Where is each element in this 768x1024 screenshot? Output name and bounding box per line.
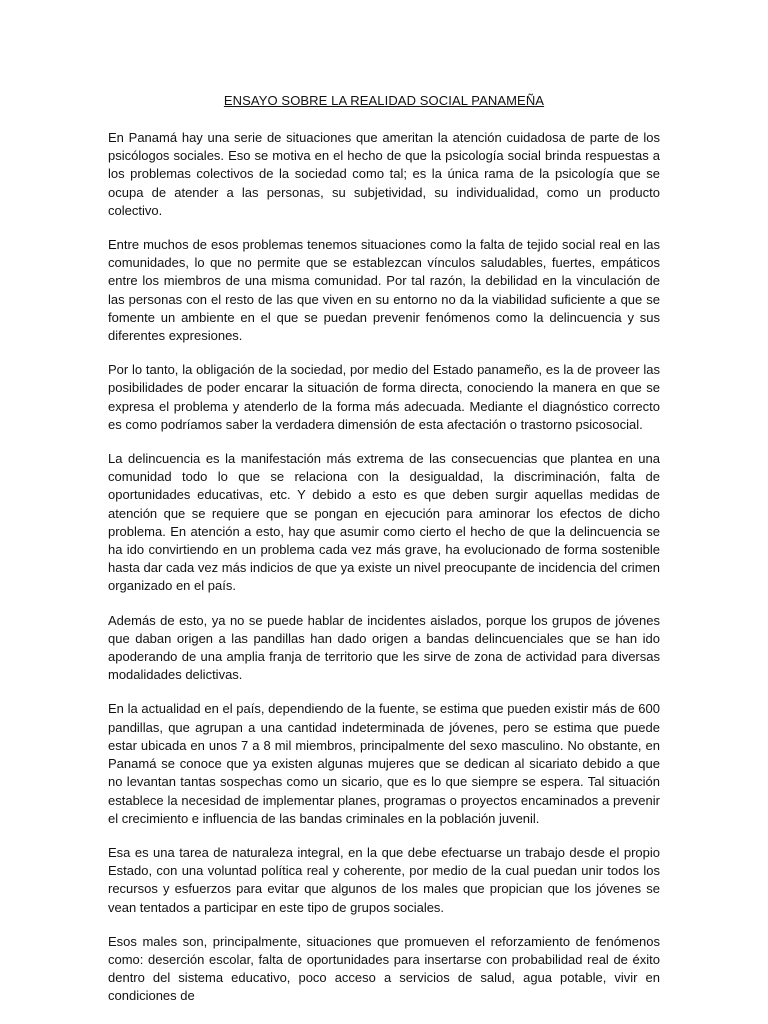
paragraph-1: En Panamá hay una serie de situaciones que ameritan la atención cuidadosa de parte de los psicólogos sociales. Eso se motiva en el hecho de que la psicología social brinda respuestas a los problemas colectivos de la sociedad como tal; es la única rama de la psicología que se ocupa de atender a las personas, su subjetividad, su individualidad, como un producto colectivo.	[108, 130, 660, 218]
paragraph-8: Esos males son, principalmente, situaciones que promueven el reforzamiento de fenómenos como: deserción escolar, falta de oportunidades para insertarse con probabilidad real de éxito dentro del sistema educativo, poco acceso a servicios de salud, agua potable, vivir en condiciones de	[108, 933, 660, 1004]
paragraph-6: En la actualidad en el país, dependiendo de la fuente, se estima que pueden existir más de 600 pandillas, que agrupan a una cantidad indeterminada de jóvenes, pero se estima que puede estar ubicada en unos 7 a 8 mil miembros, principalmente del sexo masculino. No obstante, en Panamá se conoce que ya existen algunas mujeres que se dedican al sicariato debido a que no levantan tantas sospechas como un sicario, que es lo que siempre se espera. Tal situación establece la necesidad de implementar planes, programas o proyectos encaminados a prevenir el crecimiento e influencia de las bandas criminales en la población juvenil.	[108, 701, 660, 826]
paragraph-5: Además de esto, ya no se puede hablar de incidentes aislados, porque los grupos de jóvenes que daban origen a las pandillas han dado origen a bandas delincuenciales que se han ido apoderando de una amplia franja de territorio que les sirve de zona de actividad para diversas modalidades delictivas.	[108, 612, 660, 683]
paragraph-2: Entre muchos de esos problemas tenemos situaciones como la falta de tejido social real en las comunidades, lo que no permite que se establezcan vínculos saludables, fuertes, empáticos entre los miembros de una misma comunidad. Por tal razón, la debilidad en la vinculación de las personas con el resto de las que viven en su entorno no da la viabilidad suficiente a que se fomente un ambiente en el que se puedan prevenir fenómenos como la delincuencia y sus diferentes expresiones.	[108, 237, 660, 344]
paragraph-4: La delincuencia es la manifestación más extrema de las consecuencias que plantea en una comunidad todo lo que se relaciona con la desigualdad, la discriminación, falta de oportunidades educativas, etc. Y debido a esto es que deben surgir aquellas medidas de atención que se requiere que se pongan en ejecución para aminorar los efectos de dicho problema. En atención a esto, hay que asumir como cierto el hecho de que la delincuencia se ha ido convirtiendo en un problema cada vez más grave, ha evolucionado de forma sostenible hasta dar cada vez más indicios de que ya existe un nivel preocupante de incidencia del crimen organizado en el país.	[108, 451, 660, 594]
paragraph-3: Por lo tanto, la obligación de la sociedad, por medio del Estado panameño, es la de proveer las posibilidades de poder encarar la situación de forma directa, conociendo la manera en que se expresa el problema y atenderlo de la forma más adecuada. Mediante el diagnóstico correcto es como podríamos saber la verdadera dimensión de esta afectación o trastorno psicosocial.	[108, 362, 660, 432]
paragraph-7: Esa es una tarea de naturaleza integral, en la que debe efectuarse un trabajo desde el propio Estado, con una voluntad política real y coherente, por medio de la cual puedan unir todos los recursos y esfuerzos para evitar que algunos de los males que propician que los jóvenes se vean tentados a participar en este tipo de grupos sociales.	[108, 844, 660, 915]
document-title: ENSAYO SOBRE LA REALIDAD SOCIAL PANAMEÑA	[223, 93, 545, 108]
document-page	[108, 92, 660, 1022]
